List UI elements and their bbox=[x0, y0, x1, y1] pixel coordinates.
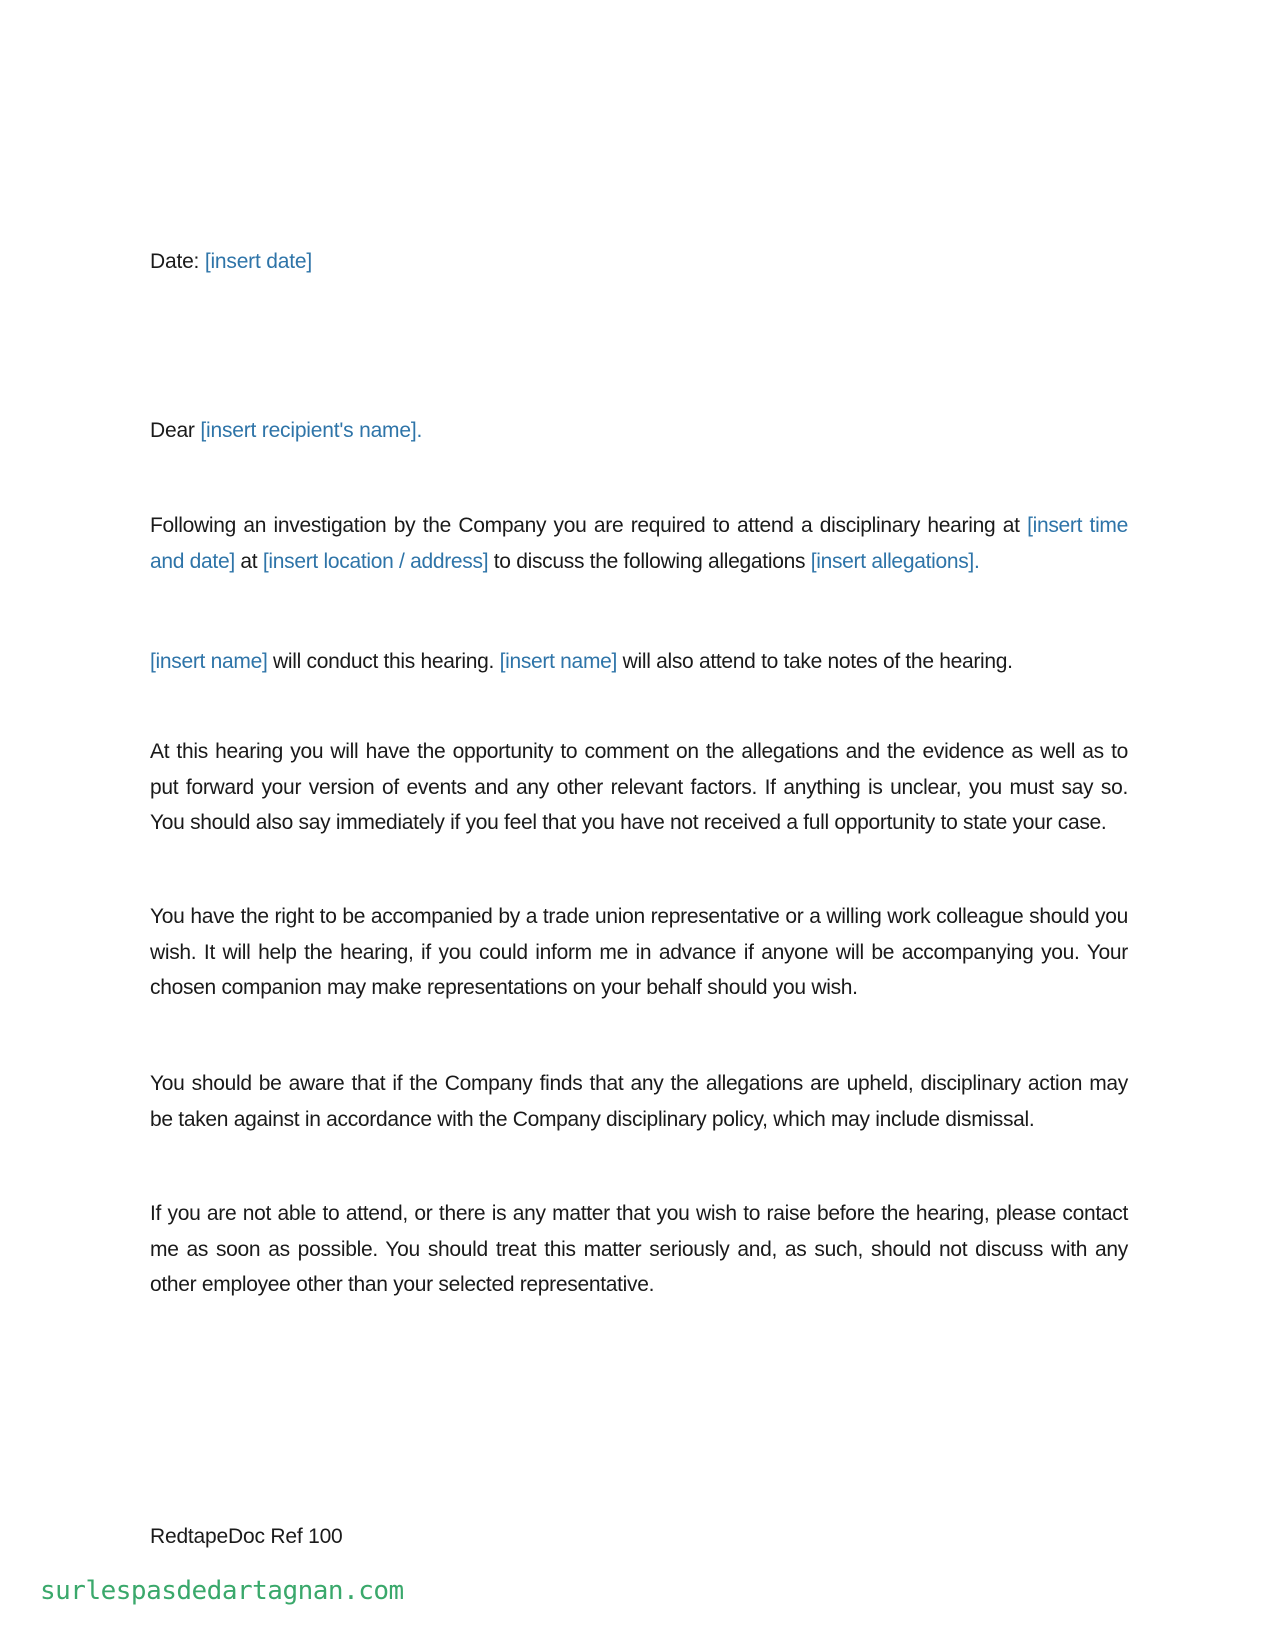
conductor-name-placeholder: [insert name] bbox=[150, 650, 268, 673]
salutation-suffix: . bbox=[416, 419, 423, 442]
paragraph-opportunity: At this hearing you will have the opportunity to comment on the allegations and the evidence as well as to put forward your version of events and any other relevant factors. If anything is unclear, you must say so. You should also say immediately if you feel that you have not received a full opportunity to state your case. bbox=[150, 740, 1128, 834]
watermark: surlespasdedartagnan.com bbox=[40, 1576, 404, 1606]
p1-text-2: at bbox=[234, 549, 263, 573]
date-placeholder: [insert date] bbox=[204, 250, 312, 273]
paragraph-awareness: You should be aware that if the Company finds that any the allegations are upheld, disciplinary action may be taken against in accordance with the Company disciplinary policy, which may include dismissal. bbox=[150, 1072, 1128, 1131]
time-date-placeholder: [insert time and date] bbox=[150, 514, 1129, 573]
paragraph-hearing-notice bbox=[150, 508, 1128, 579]
salutation bbox=[150, 413, 1128, 448]
paragraph-right-to-accompany: You have the right to be accompanied by a trade union representative or a willing work colleague should you wish. It will help the hearing, if you could inform me in advance if anyone will be accompanying you. Your chosen companion may make representations on your behalf should you wish. bbox=[150, 905, 1128, 999]
date-line bbox=[150, 244, 1128, 279]
salutation-label: Dear bbox=[150, 419, 201, 442]
p1-text-1: Following an investigation by the Company you are required to attend a disciplinary hearing at bbox=[150, 514, 1028, 537]
recipient-name-placeholder: [insert recipient's name] bbox=[200, 419, 417, 442]
p1-text-3: to discuss the following allegations bbox=[488, 549, 811, 573]
date-label: Date: bbox=[150, 250, 205, 273]
p2-text-1: will conduct this hearing. bbox=[267, 650, 500, 673]
document-reference: RedtapeDoc Ref 100 bbox=[150, 1525, 343, 1548]
paragraph-contact: If you are not able to attend, or there is any matter that you wish to raise before the hearing, please contact me as soon as possible. You should treat this matter seriously and, as such, should not discuss with any other employee other than your selected representative. bbox=[150, 1202, 1128, 1296]
location-placeholder: [insert location / address] bbox=[262, 549, 489, 573]
note-taker-name-placeholder: [insert name] bbox=[499, 650, 618, 673]
paragraph-hearing-conductor bbox=[150, 644, 1128, 680]
p1-text-4: . bbox=[973, 549, 980, 573]
p2-text-2: will also attend to take notes of the hearing. bbox=[617, 650, 1013, 673]
allegations-placeholder: [insert allegations] bbox=[810, 549, 974, 573]
